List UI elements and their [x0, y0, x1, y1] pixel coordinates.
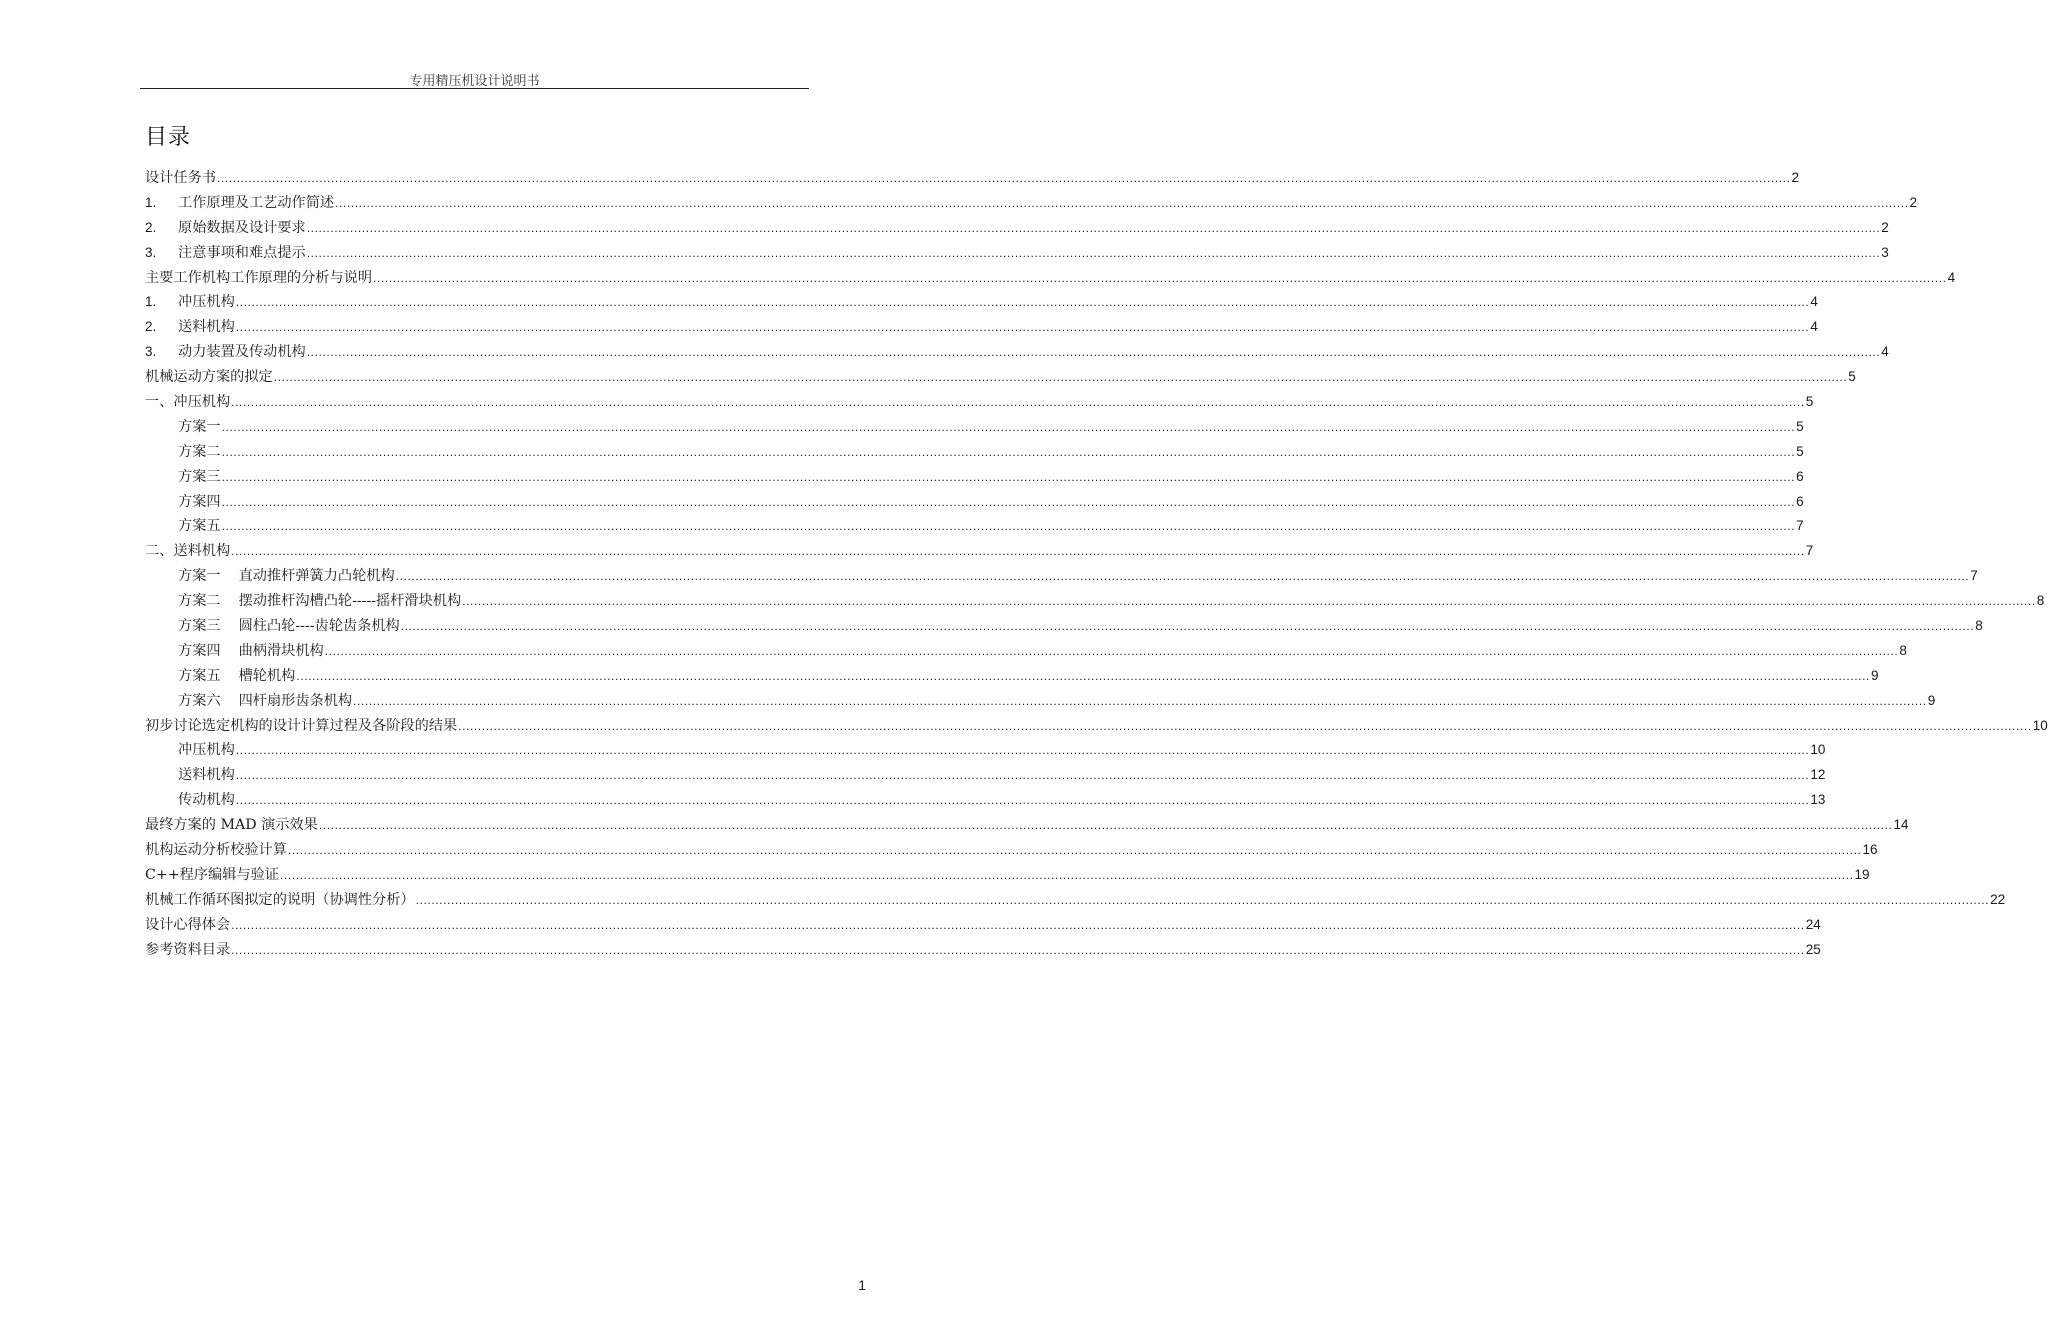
toc-entry[interactable] [145, 266, 1956, 291]
toc-dot-leader: ................................................................................................................................................................................................................................................................................................................................................................................................................ [235, 743, 1810, 758]
toc-dot-leader: ................................................................................................................................................................................................................................................................................................................................................................................................................ [221, 519, 1796, 534]
toc-entry-page: 7 [1805, 543, 1814, 559]
toc-entry-number: 3. [145, 344, 157, 360]
toc-entry[interactable] [145, 315, 1818, 340]
toc-entry-label: 送料机构 [178, 767, 235, 784]
toc-dot-leader: ................................................................................................................................................................................................................................................................................................................................................................................................................ [235, 320, 1810, 335]
toc-entry-number: 1. [145, 294, 157, 310]
toc-entry[interactable] [145, 539, 1814, 564]
toc-dot-leader: ................................................................................................................................................................................................................................................................................................................................................................................................................ [231, 942, 1805, 957]
toc-entry[interactable] [145, 888, 2006, 913]
toc-entry-page: 16 [1862, 842, 1878, 858]
toc-entry-label: 冲压机构 [178, 294, 235, 311]
toc-dot-leader: ................................................................................................................................................................................................................................................................................................................................................................................................................ [353, 693, 1927, 708]
toc-entry[interactable] [145, 738, 1826, 763]
toc-title [145, 120, 191, 151]
toc-entry-label: 设计任务书 [145, 170, 216, 186]
toc-entry-page: 4 [1881, 344, 1889, 360]
toc-entry-number: 2. [145, 319, 157, 335]
toc-entry-page: 25 [1805, 941, 1821, 957]
toc-entry-page: 3 [1881, 244, 1889, 260]
toc-entry-label: 方案三 [178, 468, 221, 485]
toc-entry-page: 7 [1796, 518, 1804, 534]
toc-dot-leader: ................................................................................................................................................................................................................................................................................................................................................................................................................ [335, 195, 1909, 210]
toc-dot-leader: ................................................................................................................................................................................................................................................................................................................................................................................................................ [231, 917, 1805, 932]
toc-entry[interactable] [145, 913, 1821, 938]
toc-dot-leader: ................................................................................................................................................................................................................................................................................................................................................................................................................ [279, 867, 1854, 882]
toc-entry-page: 13 [1810, 792, 1826, 808]
toc-entry-page: 4 [1947, 269, 1956, 285]
toc-entry[interactable] [145, 514, 1804, 539]
toc-entry-page: 2 [1909, 194, 1918, 210]
toc-entry-page: 8 [1899, 642, 1907, 658]
toc-entry[interactable] [145, 614, 1983, 639]
toc-entry-subtitle: 四杆扇形齿条机构 [238, 692, 353, 709]
toc-entry-page: 8 [1975, 618, 1983, 634]
toc-entry-page: 10 [1810, 742, 1826, 758]
toc-entry-number: 3. [145, 244, 157, 260]
toc-entry[interactable] [145, 415, 1804, 440]
toc-entry[interactable] [145, 564, 1978, 589]
toc-entry-page: 9 [1870, 667, 1879, 683]
toc-entry-label: 冲压机构 [178, 742, 235, 759]
toc-entry[interactable] [145, 689, 1936, 714]
toc-entry-page: 10 [2032, 717, 2048, 733]
toc-dot-leader: ................................................................................................................................................................................................................................................................................................................................................................................................................ [216, 171, 1791, 185]
toc-dot-leader: ................................................................................................................................................................................................................................................................................................................................................................................................................ [287, 843, 1862, 858]
toc-entry[interactable] [145, 216, 1889, 241]
toc-entry-page: 24 [1805, 916, 1821, 932]
toc-entry[interactable] [145, 938, 1821, 963]
toc-entry[interactable] [145, 191, 1918, 216]
toc-entry-number: 2. [145, 219, 157, 235]
toc-dot-leader: ................................................................................................................................................................................................................................................................................................................................................................................................................ [458, 718, 2032, 733]
toc-entry-page: 5 [1796, 443, 1804, 459]
toc-entry[interactable] [145, 390, 1814, 415]
toc-dot-leader: ................................................................................................................................................................................................................................................................................................................................................................................................................ [231, 544, 1805, 559]
toc-entry-page: 2 [1791, 170, 1800, 185]
toc-dot-leader: ................................................................................................................................................................................................................................................................................................................................................................................................................ [296, 668, 1870, 683]
toc-entry-subtitle: 圆柱凸轮----齿轮齿条机构 [238, 618, 400, 635]
toc-entry-page: 5 [1848, 369, 1856, 385]
toc-entry-page: 22 [1990, 891, 2006, 907]
toc-entry-label: 方案二 [178, 443, 221, 460]
toc-entry[interactable] [145, 340, 1889, 365]
toc-entry-label: 方案四 [178, 493, 221, 510]
toc-entry-label: 注意事项和难点提示 [178, 244, 306, 261]
toc-entry[interactable] [145, 763, 1826, 788]
page-number: 1 [858, 1277, 866, 1293]
toc-dot-leader: ................................................................................................................................................................................................................................................................................................................................................................................................................ [306, 345, 1881, 360]
toc-entry-label: 送料机构 [178, 319, 235, 336]
toc-dot-leader: ................................................................................................................................................................................................................................................................................................................................................................................................................ [373, 270, 1947, 285]
toc-entry-label: 动力装置及传动机构 [178, 344, 306, 361]
toc-entry-page: 14 [1893, 817, 1909, 833]
toc-entry-label: 方案一 [178, 418, 221, 435]
toc-entry-subtitle: 槽轮机构 [238, 667, 296, 684]
toc-entry-page: 4 [1810, 294, 1818, 310]
toc-entry-label: 机械运动方案的拟定 [145, 369, 273, 386]
toc-entry-label: 参考资料目录 [145, 941, 231, 958]
toc-entry-page: 2 [1881, 219, 1889, 235]
toc-entry[interactable] [145, 838, 1878, 863]
toc-entry-subtitle: 直动推杆弹簧力凸轮机构 [238, 568, 395, 585]
toc-entry[interactable] [145, 166, 1800, 191]
toc-entry-label: 机械工作循环图拟定的说明（协调性分析） [145, 891, 415, 908]
toc-entry-label: 方案四 [178, 642, 221, 659]
toc-entry[interactable] [145, 490, 1804, 515]
toc-entry-label: 主要工作机构工作原理的分析与说明 [145, 269, 373, 286]
toc-entry[interactable] [145, 639, 1907, 664]
toc-dot-leader: ................................................................................................................................................................................................................................................................................................................................................................................................................ [235, 768, 1810, 783]
toc-entry-label: 方案五 [178, 667, 221, 684]
toc-dot-leader: ................................................................................................................................................................................................................................................................................................................................................................................................................ [221, 444, 1796, 459]
toc-entry-page: 4 [1810, 319, 1818, 335]
toc-entry[interactable] [145, 589, 2045, 614]
running-header: 专用精压机设计说明书 [409, 74, 540, 89]
toc-entry-label: 方案三 [178, 618, 221, 635]
toc-entry[interactable] [145, 813, 1909, 838]
toc-entry-page: 5 [1805, 394, 1814, 410]
toc-entry[interactable] [145, 241, 1889, 266]
toc-entry-page: 7 [1970, 568, 1978, 584]
toc-dot-leader: ................................................................................................................................................................................................................................................................................................................................................................................................................ [306, 245, 1881, 260]
toc-dot-leader: ................................................................................................................................................................................................................................................................................................................................................................................................................ [395, 569, 1970, 584]
toc-dot-leader: ................................................................................................................................................................................................................................................................................................................................................................................................................ [273, 370, 1848, 385]
toc-entry-label: 方案五 [178, 518, 221, 535]
toc-entry-page: 8 [2036, 593, 2045, 609]
toc-title-text: 目录 [145, 125, 192, 150]
toc-dot-leader: ................................................................................................................................................................................................................................................................................................................................................................................................................ [318, 818, 1893, 833]
toc-entry-label: 方案六 [178, 692, 221, 709]
toc-dot-leader: ................................................................................................................................................................................................................................................................................................................................................................................................................ [462, 594, 2036, 609]
toc-dot-leader: ................................................................................................................................................................................................................................................................................................................................................................................................................ [231, 395, 1805, 410]
toc-entry[interactable] [145, 365, 1856, 390]
toc-entry-page: 12 [1810, 767, 1826, 783]
toc-entry-page: 6 [1796, 493, 1804, 509]
table-of-contents [145, 166, 2048, 963]
toc-dot-leader: ................................................................................................................................................................................................................................................................................................................................................................................................................ [324, 643, 1899, 658]
toc-entry-label: 传动机构 [178, 792, 235, 809]
toc-entry[interactable] [145, 788, 1826, 813]
toc-entry-label: 一、冲压机构 [145, 394, 231, 411]
toc-entry-label: 初步讨论选定机构的设计计算过程及各阶段的结果 [145, 717, 458, 734]
toc-entry-label: 最终方案的 MAD 演示效果 [145, 817, 318, 834]
toc-entry-label: 工作原理及工艺动作简述 [178, 194, 335, 211]
toc-entry[interactable] [145, 664, 1879, 689]
header-rule [140, 88, 809, 89]
toc-entry[interactable] [145, 465, 1804, 490]
toc-dot-leader: ................................................................................................................................................................................................................................................................................................................................................................................................................ [221, 469, 1796, 484]
toc-entry-page: 5 [1796, 418, 1804, 434]
toc-entry-label: 方案一 [178, 568, 221, 585]
toc-entry-subtitle: 摆动推杆沟槽凸轮-----摇杆滑块机构 [238, 593, 462, 610]
toc-entry-page: 9 [1927, 692, 1936, 708]
toc-entry[interactable] [145, 714, 2048, 739]
toc-entry[interactable] [145, 290, 1818, 315]
toc-entry-label: 二、送料机构 [145, 543, 231, 560]
toc-dot-leader: ................................................................................................................................................................................................................................................................................................................................................................................................................ [221, 419, 1796, 434]
toc-entry-page: 19 [1854, 866, 1870, 882]
toc-dot-leader: ................................................................................................................................................................................................................................................................................................................................................................................................................ [306, 220, 1881, 235]
toc-dot-leader: ................................................................................................................................................................................................................................................................................................................................................................................................................ [235, 793, 1810, 808]
toc-entry-number: 1. [145, 194, 157, 210]
toc-dot-leader: ................................................................................................................................................................................................................................................................................................................................................................................................................ [415, 892, 1990, 907]
toc-entry-label: 机构运动分析校验计算 [145, 842, 287, 859]
toc-dot-leader: ................................................................................................................................................................................................................................................................................................................................................................................................................ [400, 619, 1975, 634]
toc-entry[interactable] [145, 863, 1870, 888]
toc-entry[interactable] [145, 440, 1804, 465]
toc-entry-label: 设计心得体会 [145, 916, 231, 933]
toc-entry-subtitle: 曲柄滑块机构 [238, 642, 324, 659]
toc-dot-leader: ................................................................................................................................................................................................................................................................................................................................................................................................................ [235, 295, 1810, 310]
toc-entry-page: 6 [1796, 468, 1804, 484]
toc-dot-leader: ................................................................................................................................................................................................................................................................................................................................................................................................................ [221, 494, 1796, 509]
toc-entry-label: 原始数据及设计要求 [178, 219, 306, 236]
toc-entry-label: 方案二 [178, 593, 221, 610]
toc-entry-label: C++程序编辑与验证 [145, 866, 279, 883]
